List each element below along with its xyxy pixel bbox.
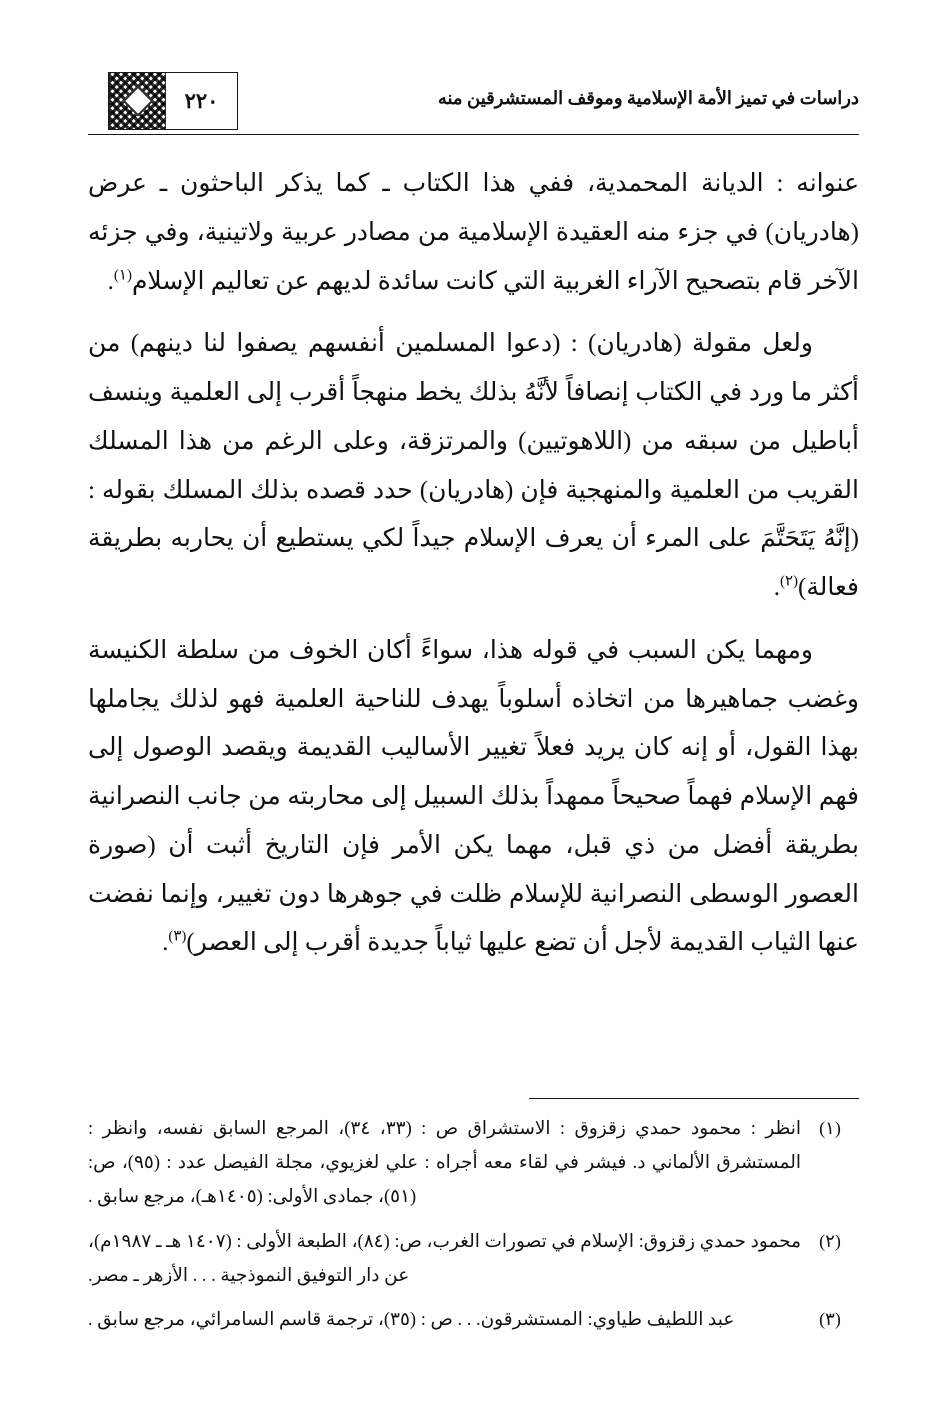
paragraph-tail: . — [107, 267, 114, 295]
footnote-list — [88, 1112, 859, 1347]
footnote-marker: (١) — [819, 1118, 841, 1138]
footnote-ref[interactable]: (٢) — [779, 573, 799, 590]
paragraph-text: ولعل مقولة (هادريان) : (دعوا المسلمين أنفسهم يصفوا لنا دينهم) من أكثر ما ورد في الكتاب إنصافاً لأنَّهُ بذلك يخط منهجاً أقرب إلى العلمية وينسف أباطيل من سبقه من (اللاهوتيين) والمرتزقة، وعلى الرغم من هذا المسلك القريب من العلمية والمنهجية فإن (هادريان) حدد قصده بذلك المسلك بقوله : (إنَّهُ يَتَحَتَّمَ على المرء أن يعرف الإسلام جيداً لكي يستطيع أن يحاربه بطريقة فعالة) — [88, 330, 859, 601]
paragraph-tail: . — [773, 574, 780, 601]
footnote-ref[interactable]: (١) — [113, 267, 132, 284]
footnote-divider — [529, 1098, 859, 1099]
paragraph — [88, 320, 859, 613]
page-number-box — [108, 72, 238, 130]
paragraph-text: ومهما يكن السبب في قوله هذا، سواءً أكان الخوف من سلطة الكنيسة وغضب جماهيرها من اتخاذه أسلوباً يهدف للناحية العلمية فهو لذلك يجاملها بهذا القول، أو إنه كان يريد فعلاً تغيير الأساليب القديمة ويقصد الوصول إلى فهم الإسلام فهماً صحيحاً ممهداً بذلك السبيل إلى محاربته من جانب النصرانية بطريقة أفضل من ذي قبل، مهما يكن الأمر فإن التاريخ أثبت أن (صورة العصور الوسطى النصرانية للإسلام ظلت في جوهرها دون تغيير، وإنما نفضت عنها الثياب القديمة لأجل أن تضع عليها ثياباً جديدة أقرب إلى العصر) — [88, 636, 859, 957]
header-divider — [88, 134, 859, 135]
geometric-ornament-icon — [109, 73, 166, 129]
running-title: دراسات في تميز الأمة الإسلامية وموقف المستشرقين منه — [437, 88, 859, 108]
footnote-ref[interactable]: (٣) — [168, 928, 187, 945]
footnote-text: انظر : محمود حمدي زقزوق : الاستشراق ص : (٣٣، ٣٤)، المرجع السابق نفسه، وانظر : المستشرق الألماني د. فيشر في لقاء معه أجراه : علي لغزيوي، مجلة الفيصل عدد : (٩٥)، ص: (٥١)، جمادى الأولى: (١٤٠٥هـ)، مرجع سابق . — [88, 1119, 802, 1208]
paragraph-text: عنوانه : الديانة المحمدية، ففي هذا الكتاب ـ كما يذكر الباحثون ـ عرض (هادريان) في جزء منه العقيدة الإسلامية من مصادر عربية ولاتينية، وفي جزئه الآخر قام بتصحيح الآراء الغربية التي كانت سائدة لديهم عن تعاليم الإسلام — [88, 170, 859, 295]
footnote-text: عبد اللطيف طياوي: المستشرقون. . . ص : (٣٥)، ترجمة قاسم السامرائي، مرجع سابق . — [88, 1310, 735, 1331]
paragraph-tail: . — [162, 929, 169, 957]
page-number: ٢٢٠ — [184, 88, 219, 113]
page-header — [88, 72, 859, 134]
page-body — [88, 160, 859, 982]
footnote-marker: (٣) — [819, 1309, 841, 1330]
paragraph — [88, 627, 859, 968]
footnote-item — [88, 1112, 859, 1215]
footnote-text: محمود حمدي زقزوق: الإسلام في تصورات الغرب، ص: (٨٤)، الطبعة الأولى : (١٤٠٧ هـ ـ ١٩٨٧م)، عن دار التوفيق النموذجية . . . الأزهر ـ مصر. — [88, 1231, 801, 1286]
footnote-item — [88, 1225, 859, 1293]
footnote-item — [88, 1303, 859, 1337]
footnote-marker: (٢) — [819, 1230, 841, 1251]
paragraph — [88, 160, 859, 306]
